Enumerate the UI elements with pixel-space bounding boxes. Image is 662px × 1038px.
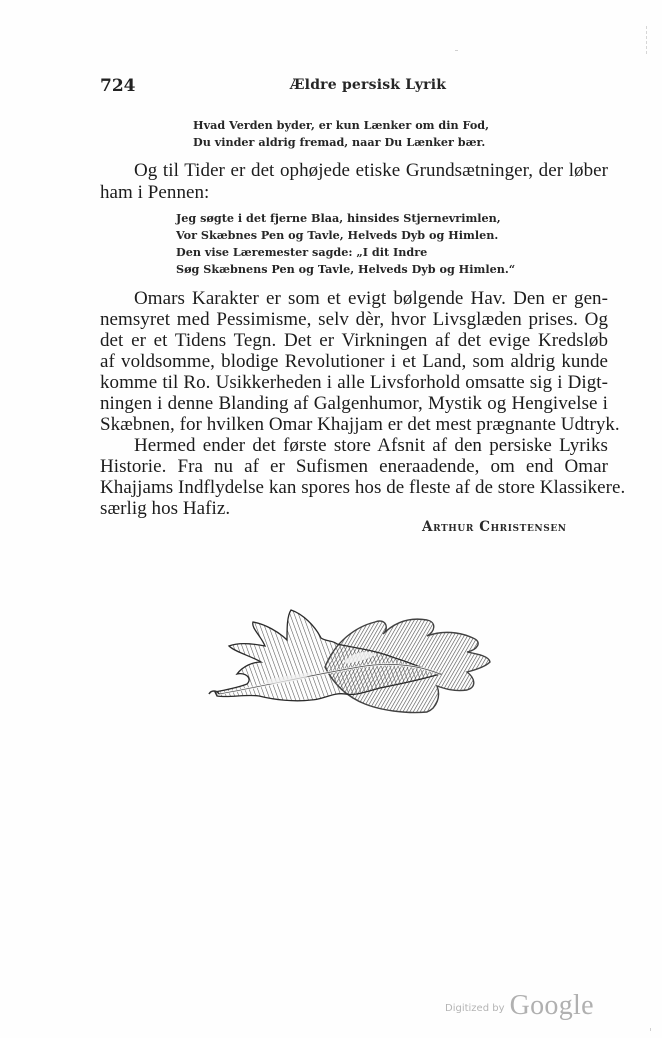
verse-line: Du vinder aldrig fremad, naar Du Lænker bær. xyxy=(193,135,486,149)
running-head-title: Ældre persisk Lyrik xyxy=(290,77,447,93)
oak-leaf-icon xyxy=(205,592,495,722)
verse-line: Hvad Verden byder, er kun Lænker om din Fod, xyxy=(193,118,489,132)
text-line: Omars Karakter er som et evigt bølgende Hav. Den er gen- xyxy=(134,288,608,309)
author-signature: Arthur Christensen xyxy=(422,519,567,535)
verse-line: Den vise Læremester sagde: „I dit Indre xyxy=(176,245,428,259)
text-line: nemsyret med Pessimisme, selv dèr, hvor Livsglæden prises. Og xyxy=(100,309,608,330)
text-line: særlig hos Hafiz. xyxy=(100,498,231,519)
paragraph-1 xyxy=(100,160,608,204)
page-number: 724 xyxy=(100,76,136,96)
text-line: ham i Pennen: xyxy=(100,182,210,203)
scan-speck xyxy=(650,1028,651,1031)
paragraph-2 xyxy=(100,288,626,519)
scan-speck xyxy=(455,50,458,51)
verse-quote-2 xyxy=(176,210,515,278)
text-line: ningen i denne Blanding af Galgenhumor, Mystik og Hengivelse i xyxy=(100,393,608,414)
verse-line: Vor Skæbnes Pen og Tavle, Helveds Dyb og Himlen. xyxy=(176,228,499,242)
text-line: det er et Tidens Tegn. Det er Virkningen af det evige Kredsløb xyxy=(100,330,608,351)
scan-edge-mark xyxy=(646,26,648,54)
text-line: Hermed ender det første store Afsnit af den persiske Lyriks xyxy=(134,435,608,456)
text-line: komme til Ro. Usikkerheden i alle Livsforhold omsatte sig i Digt- xyxy=(100,372,608,393)
verse-line: Jeg søgte i det fjerne Blaa, hinsides Stjernevrimlen, xyxy=(176,211,501,225)
digitized-by-google-watermark xyxy=(445,990,594,1022)
text-line: Historie. Fra nu af er Sufismen eneraadende, om end Omar xyxy=(100,456,608,477)
text-line: Og til Tider er det ophøjede etiske Grundsætninger, der løber xyxy=(134,160,608,181)
running-head xyxy=(100,76,610,98)
watermark-prefix: Digitized by xyxy=(445,1003,505,1014)
oak-leaf-illustration xyxy=(205,592,495,722)
text-line: af voldsomme, blodige Revolutioner i et Land, som aldrig kunde xyxy=(100,351,608,372)
verse-quote-1 xyxy=(193,117,489,151)
text-line: Khajjams Indflydelse kan spores hos de fleste af de store Klassikere. xyxy=(100,477,626,498)
text-line: Skæbnen, for hvilken Omar Khajjam er det mest prægnante Udtryk. xyxy=(100,414,620,435)
verse-line: Søg Skæbnens Pen og Tavle, Helveds Dyb og Himlen.“ xyxy=(176,262,516,276)
google-logo-text: Google xyxy=(509,990,594,1021)
